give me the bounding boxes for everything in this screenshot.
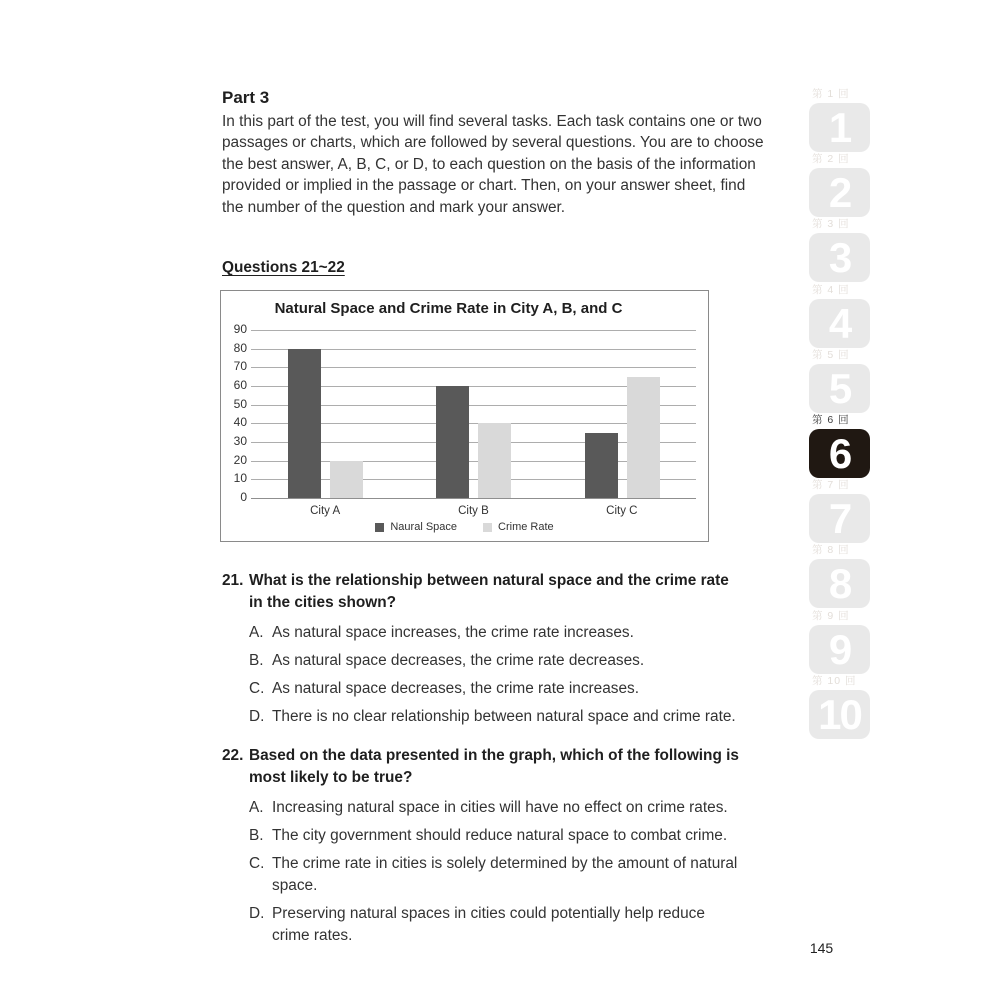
question-text-line: most likely to be true? — [249, 769, 413, 786]
option-text-line: The crime rate in cities is solely determined by the amount of natural — [272, 855, 738, 872]
natural-space-bar — [436, 386, 469, 498]
option-text — [272, 853, 737, 897]
question-number: 21. — [222, 572, 244, 589]
chapter-tab-label: 第 4 回 — [812, 284, 850, 296]
option-letter: D. — [249, 708, 265, 725]
question-text-line: What is the relationship between natural space and the crime rate — [249, 572, 729, 589]
option-text — [272, 797, 728, 819]
instruction-line: passages or charts, which are followed by several questions. You are to choose — [222, 134, 764, 152]
x-axis-category-label: City C — [606, 505, 638, 517]
legend-label: Naural Space — [390, 521, 458, 533]
option-text — [272, 903, 705, 947]
y-axis-tick-label: 30 — [233, 433, 247, 448]
questions-range-title: Questions 21~22 — [222, 259, 345, 276]
y-axis-tick-label: 90 — [233, 321, 247, 336]
chapter-tab-label: 第 5 回 — [812, 349, 850, 361]
option-row — [249, 706, 736, 728]
chapter-tab-label: 第 10 回 — [812, 675, 857, 687]
chapter-tab-label: 第 1 回 — [812, 88, 850, 100]
chapter-tab-5 — [809, 364, 870, 413]
question-block — [222, 745, 739, 953]
option-text-line: Preserving natural spaces in cities could potentially help reduce — [272, 905, 705, 922]
legend-swatch — [483, 523, 492, 532]
crime-rate-bar — [627, 377, 660, 498]
legend-swatch — [375, 523, 384, 532]
option-text-line: space. — [272, 877, 318, 894]
chart-gridline — [251, 330, 696, 331]
chapter-tab-4 — [809, 299, 870, 348]
y-axis-tick-label: 40 — [233, 415, 247, 430]
chapter-tab-6-active — [809, 429, 870, 478]
chapter-tab-7 — [809, 494, 870, 543]
instruction-line: provided or implied in the passage or chart. Then, on your answer sheet, find — [222, 177, 746, 195]
chapter-tab-number: 2 — [828, 169, 851, 216]
y-axis-tick-label: 50 — [233, 396, 247, 411]
option-row — [249, 825, 739, 847]
question-text-line: Based on the data presented in the graph, which of the following is — [249, 747, 739, 764]
option-text — [272, 825, 727, 847]
option-text-line: As natural space decreases, the crime rate increases. — [272, 680, 639, 697]
chapter-tab-number: 3 — [828, 234, 851, 281]
part-instructions — [222, 111, 764, 218]
option-letter: B. — [249, 827, 264, 844]
chapter-tab-1 — [809, 103, 870, 152]
chapter-tab-9 — [809, 625, 870, 674]
question-text — [249, 570, 729, 614]
chart-legend — [221, 521, 708, 533]
option-text-line: The city government should reduce natural space to combat crime. — [272, 827, 728, 844]
chapter-tab-number: 4 — [828, 300, 851, 347]
question-head — [222, 570, 736, 614]
chapter-tab-10 — [809, 690, 870, 739]
option-letter: C. — [249, 855, 265, 872]
chapter-tab-number: 6 — [828, 430, 851, 477]
option-text-line: There is no clear relationship between natural space and crime rate. — [272, 708, 736, 725]
crime-rate-bar — [478, 423, 511, 498]
y-axis-tick-label: 70 — [233, 359, 247, 374]
x-axis-category-label: City B — [458, 505, 489, 517]
legend-item — [483, 521, 554, 533]
option-row — [249, 797, 739, 819]
instruction-line: In this part of the test, you will find several tasks. Each task contains one or two — [222, 113, 762, 130]
y-axis-tick-label: 80 — [233, 340, 247, 355]
chapter-tab-label: 第 6 回 — [812, 414, 850, 426]
options-list — [249, 797, 739, 947]
legend-item — [375, 521, 457, 533]
option-text — [272, 706, 736, 728]
option-letter: D. — [249, 905, 265, 922]
question-head — [222, 745, 739, 789]
option-letter: C. — [249, 680, 265, 697]
option-text-line: As natural space increases, the crime rate increases. — [272, 624, 634, 641]
options-list — [249, 622, 736, 728]
instruction-line: the number of the question and mark your answer. — [222, 198, 566, 216]
natural-space-bar — [288, 349, 321, 498]
chapter-tab-8 — [809, 559, 870, 608]
chapter-tab-3 — [809, 233, 870, 282]
chapter-tab-number: 5 — [828, 365, 851, 412]
option-text — [272, 622, 634, 644]
option-row — [249, 622, 736, 644]
option-text-line: Increasing natural space in cities will have no effect on crime rates. — [272, 799, 728, 816]
legend-label: Crime Rate — [498, 521, 554, 533]
instruction-line: the best answer, A, B, C, or D, to each question on the basis of the information — [222, 155, 756, 173]
option-text — [272, 650, 644, 672]
natural-space-bar — [585, 433, 618, 498]
y-axis-tick-label: 60 — [233, 377, 247, 392]
x-axis-category-label: City A — [310, 505, 341, 517]
question-number: 22. — [222, 747, 244, 764]
chapter-tab-2 — [809, 168, 870, 217]
chapter-tab-number: 8 — [828, 560, 851, 607]
option-text — [272, 678, 639, 700]
chapter-tab-label: 第 7 回 — [812, 479, 850, 491]
question-text — [249, 745, 739, 789]
chart-title: Natural Space and Crime Rate in City A, B, and C — [274, 300, 623, 317]
chart-gridline — [251, 498, 696, 499]
chapter-tab-label: 第 2 回 — [812, 153, 850, 165]
y-axis-tick-label: 10 — [233, 471, 247, 486]
chapter-tab-label: 第 9 回 — [812, 610, 850, 622]
option-row — [249, 903, 739, 947]
chapter-tab-number: 9 — [828, 626, 851, 673]
option-row — [249, 853, 739, 897]
chapter-tab-label: 第 3 回 — [812, 218, 850, 230]
question-text-line: in the cities shown? — [249, 594, 397, 611]
option-text-line: crime rates. — [272, 927, 353, 944]
option-letter: A. — [249, 624, 264, 641]
crime-rate-bar — [330, 461, 363, 498]
y-axis-tick-label: 20 — [233, 452, 247, 467]
option-letter: B. — [249, 652, 264, 669]
option-text-line: As natural space decreases, the crime rate decreases. — [272, 652, 645, 669]
bar-chart — [220, 290, 709, 542]
chapter-tab-label: 第 8 回 — [812, 544, 850, 556]
chapter-tab-number: 7 — [828, 495, 851, 542]
question-block — [222, 570, 736, 734]
option-row — [249, 678, 736, 700]
option-letter: A. — [249, 799, 264, 816]
chapter-tab-number: 1 — [828, 104, 851, 151]
y-axis-tick-label: 0 — [240, 490, 247, 504]
page-number: 145 — [809, 940, 834, 956]
chapter-tab-number: 10 — [818, 691, 861, 738]
option-row — [249, 650, 736, 672]
part-heading: Part 3 — [222, 88, 270, 107]
